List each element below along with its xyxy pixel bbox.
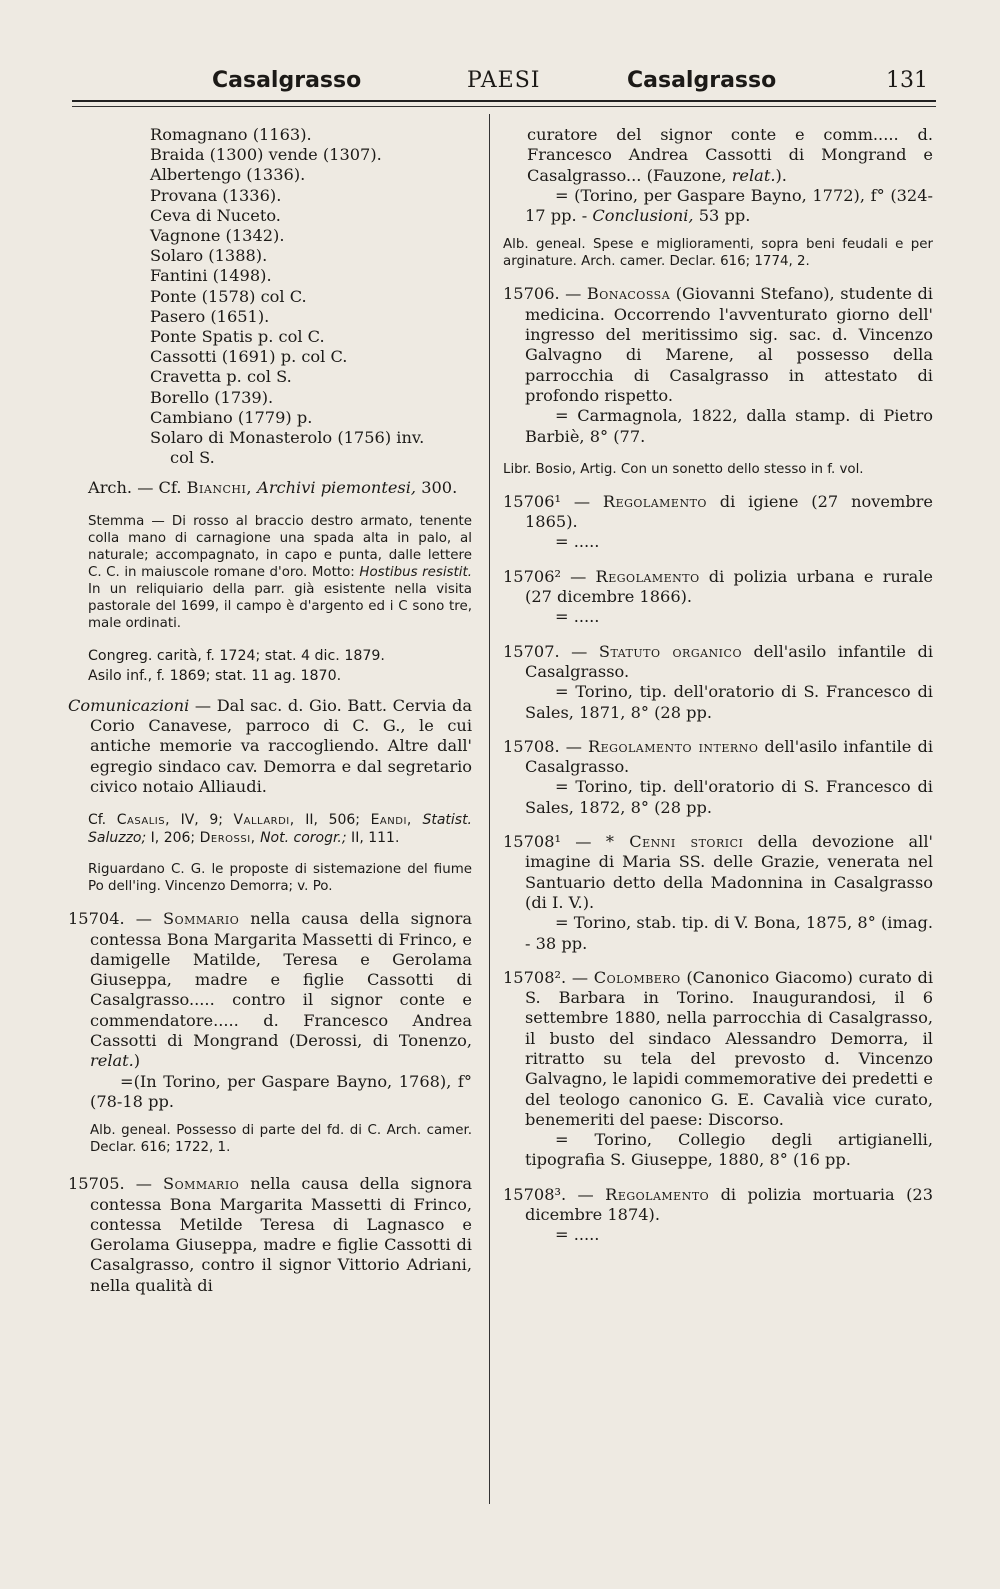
header-rule-thin bbox=[72, 106, 936, 107]
entry-15705-note: Alb. geneal. Spese e miglioramenti, sopra beni feudali e per arginature. Arch. camer. Declar. 616; 1774, 2. bbox=[503, 237, 933, 270]
entry-15704-publication: =(In Torino, per Gaspare Bayno, 1768), f° (78-18 pp. bbox=[90, 1071, 472, 1111]
column-separator bbox=[489, 114, 490, 1504]
list-item: Provana (1336). bbox=[150, 185, 282, 205]
comunicazioni-paragraph: Comunicazioni — Dal sac. d. Gio. Batt. Cervia da Corio Canavese, parroco di C. G., le cui antiche memorie va raccogliendo. Altre dall' egregio sindaco cav. Demorra e dal segretario civico notaio Alliaudi. bbox=[68, 695, 472, 796]
header-right-title: Casalgrasso bbox=[627, 68, 777, 93]
list-item: Fantini (1498). bbox=[150, 266, 272, 286]
archive-reference: Arch. — Cf. Bianchi, Archivi piemontesi, 300. bbox=[88, 478, 458, 498]
running-header bbox=[72, 62, 936, 102]
entry-15706-1: 15706¹ — Regolamento di igiene (27 novembre 1865). bbox=[503, 491, 933, 532]
list-item: Solaro di Monasterolo (1756) inv. bbox=[150, 428, 425, 448]
entry-15705-continuation: curatore del signor conte e comm..... d. Francesco Andrea Cassotti di Mongrand e Casalgrasso... (Fauzone, relat.). bbox=[527, 125, 933, 185]
entry-15707: 15707. — Statuto organico dell'asilo infantile di Casalgrasso. bbox=[503, 641, 933, 681]
congregation-note: Congreg. carità, f. 1724; stat. 4 dic. 1879. bbox=[88, 647, 385, 664]
entry-15708-1-publication: = Torino, stab. tip. di V. Bona, 1875, 8° (imag. - 38 pp. bbox=[525, 913, 933, 953]
entry-15706-2-publication: = ..... bbox=[555, 607, 600, 627]
list-item: Borello (1739). bbox=[150, 387, 274, 407]
entry-15708: 15708. — Regolamento interno dell'asilo infantile di Casalgrasso. bbox=[503, 736, 933, 777]
list-item: Cravetta p. col S. bbox=[150, 367, 292, 387]
entry-15706-note: Libr. Bosio, Artig. Con un sonetto dello stesso in f. vol. bbox=[503, 461, 864, 477]
entry-15705: 15705. — Sommario nella causa della signora contessa Bona Margarita Massetti di Frinco, contessa Metilde Teresa di Lagnasco e Gerolama Giuseppa, madre e figlie Cassotti di Casalgrasso, contro il signor Vittorio Adriani, nella qualità di bbox=[68, 1174, 472, 1295]
header-center-title: PAESI bbox=[467, 68, 541, 93]
list-item: Ponte (1578) col C. bbox=[150, 286, 307, 306]
entry-15706-2: 15706² — Regolamento di polizia urbana e rurale (27 dicembre 1866). bbox=[503, 566, 933, 607]
entry-15707-publication: = Torino, tip. dell'oratorio di S. Francesco di Sales, 1871, 8° (28 pp. bbox=[525, 682, 933, 722]
list-item: Romagnano (1163). bbox=[150, 125, 312, 144]
list-item: Pasero (1651). bbox=[150, 306, 270, 326]
page-number: 131 bbox=[886, 68, 928, 93]
asilo-note: Asilo inf., f. 1869; stat. 11 ag. 1870. bbox=[88, 667, 342, 684]
entry-15704: 15704. — Sommario nella causa della signora contessa Bona Margarita Massetti di Frinco, e damigelle Matilde, Teresa e Gerolama Giuseppa, madre e figlie Cassotti di Casalgrasso..... contro il signor conte e commendatore..... d. Francesco Andrea Cassotti di Mongrand (Derossi, di Tonenzo, relat.) bbox=[68, 909, 472, 1071]
entry-15705-publication: = (Torino, per Gaspare Bayno, 1772), f° (324-17 pp. - Conclusioni, 53 pp. bbox=[525, 185, 933, 226]
list-item: Braida (1300) vende (1307). bbox=[150, 145, 382, 165]
entry-15706: 15706. — Bonacossa (Giovanni Stefano), studente di medicina. Occorrendo l'avventurato giorno dell' ingresso del meritissimo sig. sac. d. Vincenzo Galvagno di Marene, al possesso della parrocchia di Casalgrasso in attestato di profondo rispetto. bbox=[503, 284, 933, 405]
riguardano-note: Riguardano C. G. le proposte di sistemazione del fiume Po dell'ing. Vincenzo Demorra; v. Po. bbox=[88, 862, 472, 895]
cf-references: Cf. Casalis, IV, 9; Vallardi, II, 506; Eandi, Statist. Saluzzo; I, 206; Derossi, Not. corogr.; II, 111. bbox=[88, 812, 473, 847]
entry-15708-publication: = Torino, tip. dell'oratorio di S. Francesco di Sales, 1872, 8° (28 pp. bbox=[525, 777, 933, 817]
entry-15708-3-publication: = ..... bbox=[555, 1225, 600, 1245]
entry-15708-2: 15708². — Colombero (Canonico Giacomo) curato di S. Barbara in Torino. Inaugurandosi, il 6 settembre 1880, nella parrocchia di Casalgrasso, il busto del sindaco Alessandro Demorra, il ritratto su tela del prevosto d. Vincenzo Galvagno, le lapidi commemorative dei predetti e del teologo canonico G. E. Cavalià vice curato, benemeriti del paese: Discorso. bbox=[503, 967, 933, 1129]
entry-15706-publication: = Carmagnola, 1822, dalla stamp. di Pietro Barbiè, 8° (77. bbox=[525, 406, 933, 446]
entry-15708-3: 15708³. — Regolamento di polizia mortuaria (23 dicembre 1874). bbox=[503, 1184, 933, 1225]
family-list bbox=[68, 125, 472, 468]
list-item: Albertengo (1336). bbox=[150, 165, 306, 185]
list-item: col S. bbox=[170, 448, 215, 468]
entry-15706-1-publication: = ..... bbox=[555, 532, 600, 552]
list-item: Vagnone (1342). bbox=[150, 226, 285, 246]
list-item: Cambiano (1779) p. bbox=[150, 407, 313, 427]
list-item: Cassotti (1691) p. col C. bbox=[150, 347, 348, 367]
list-item: Ceva di Nuceto. bbox=[150, 205, 281, 225]
header-left-title: Casalgrasso bbox=[212, 68, 362, 93]
entry-15708-2-publication: = Torino, Collegio degli artigianelli, tipografia S. Giuseppe, 1880, 8° (16 pp. bbox=[525, 1130, 933, 1170]
list-item: Ponte Spatis p. col C. bbox=[150, 327, 325, 347]
left-column bbox=[68, 125, 472, 1296]
entry-15704-note: Alb. geneal. Possesso di parte del fd. di C. Arch. camer. Declar. 616; 1722, 1. bbox=[90, 1123, 472, 1156]
header-rule-thick bbox=[72, 100, 936, 102]
right-column bbox=[503, 125, 933, 1246]
stemma-paragraph: Stemma — Di rosso al braccio destro armato, tenente colla mano di carnagione una spada alta in palo, al naturale; accompagnato, in capo e punta, dalle lettere C. C. in maiuscole romane d'oro. Motto: Hostibus resistit. In un reliquiario della parr. già esistente nella visita pastorale del 1699, il campo è d'argento ed i C sono tre, male ordinati. bbox=[88, 513, 472, 631]
list-item: Solaro (1388). bbox=[150, 246, 268, 266]
entry-15708-1: 15708¹ — * Cenni storici della devozione all' imagine di Maria SS. delle Grazie, venerata nel Santuario detto della Madonnina in Casalgrasso (di I. V.). bbox=[503, 832, 933, 912]
